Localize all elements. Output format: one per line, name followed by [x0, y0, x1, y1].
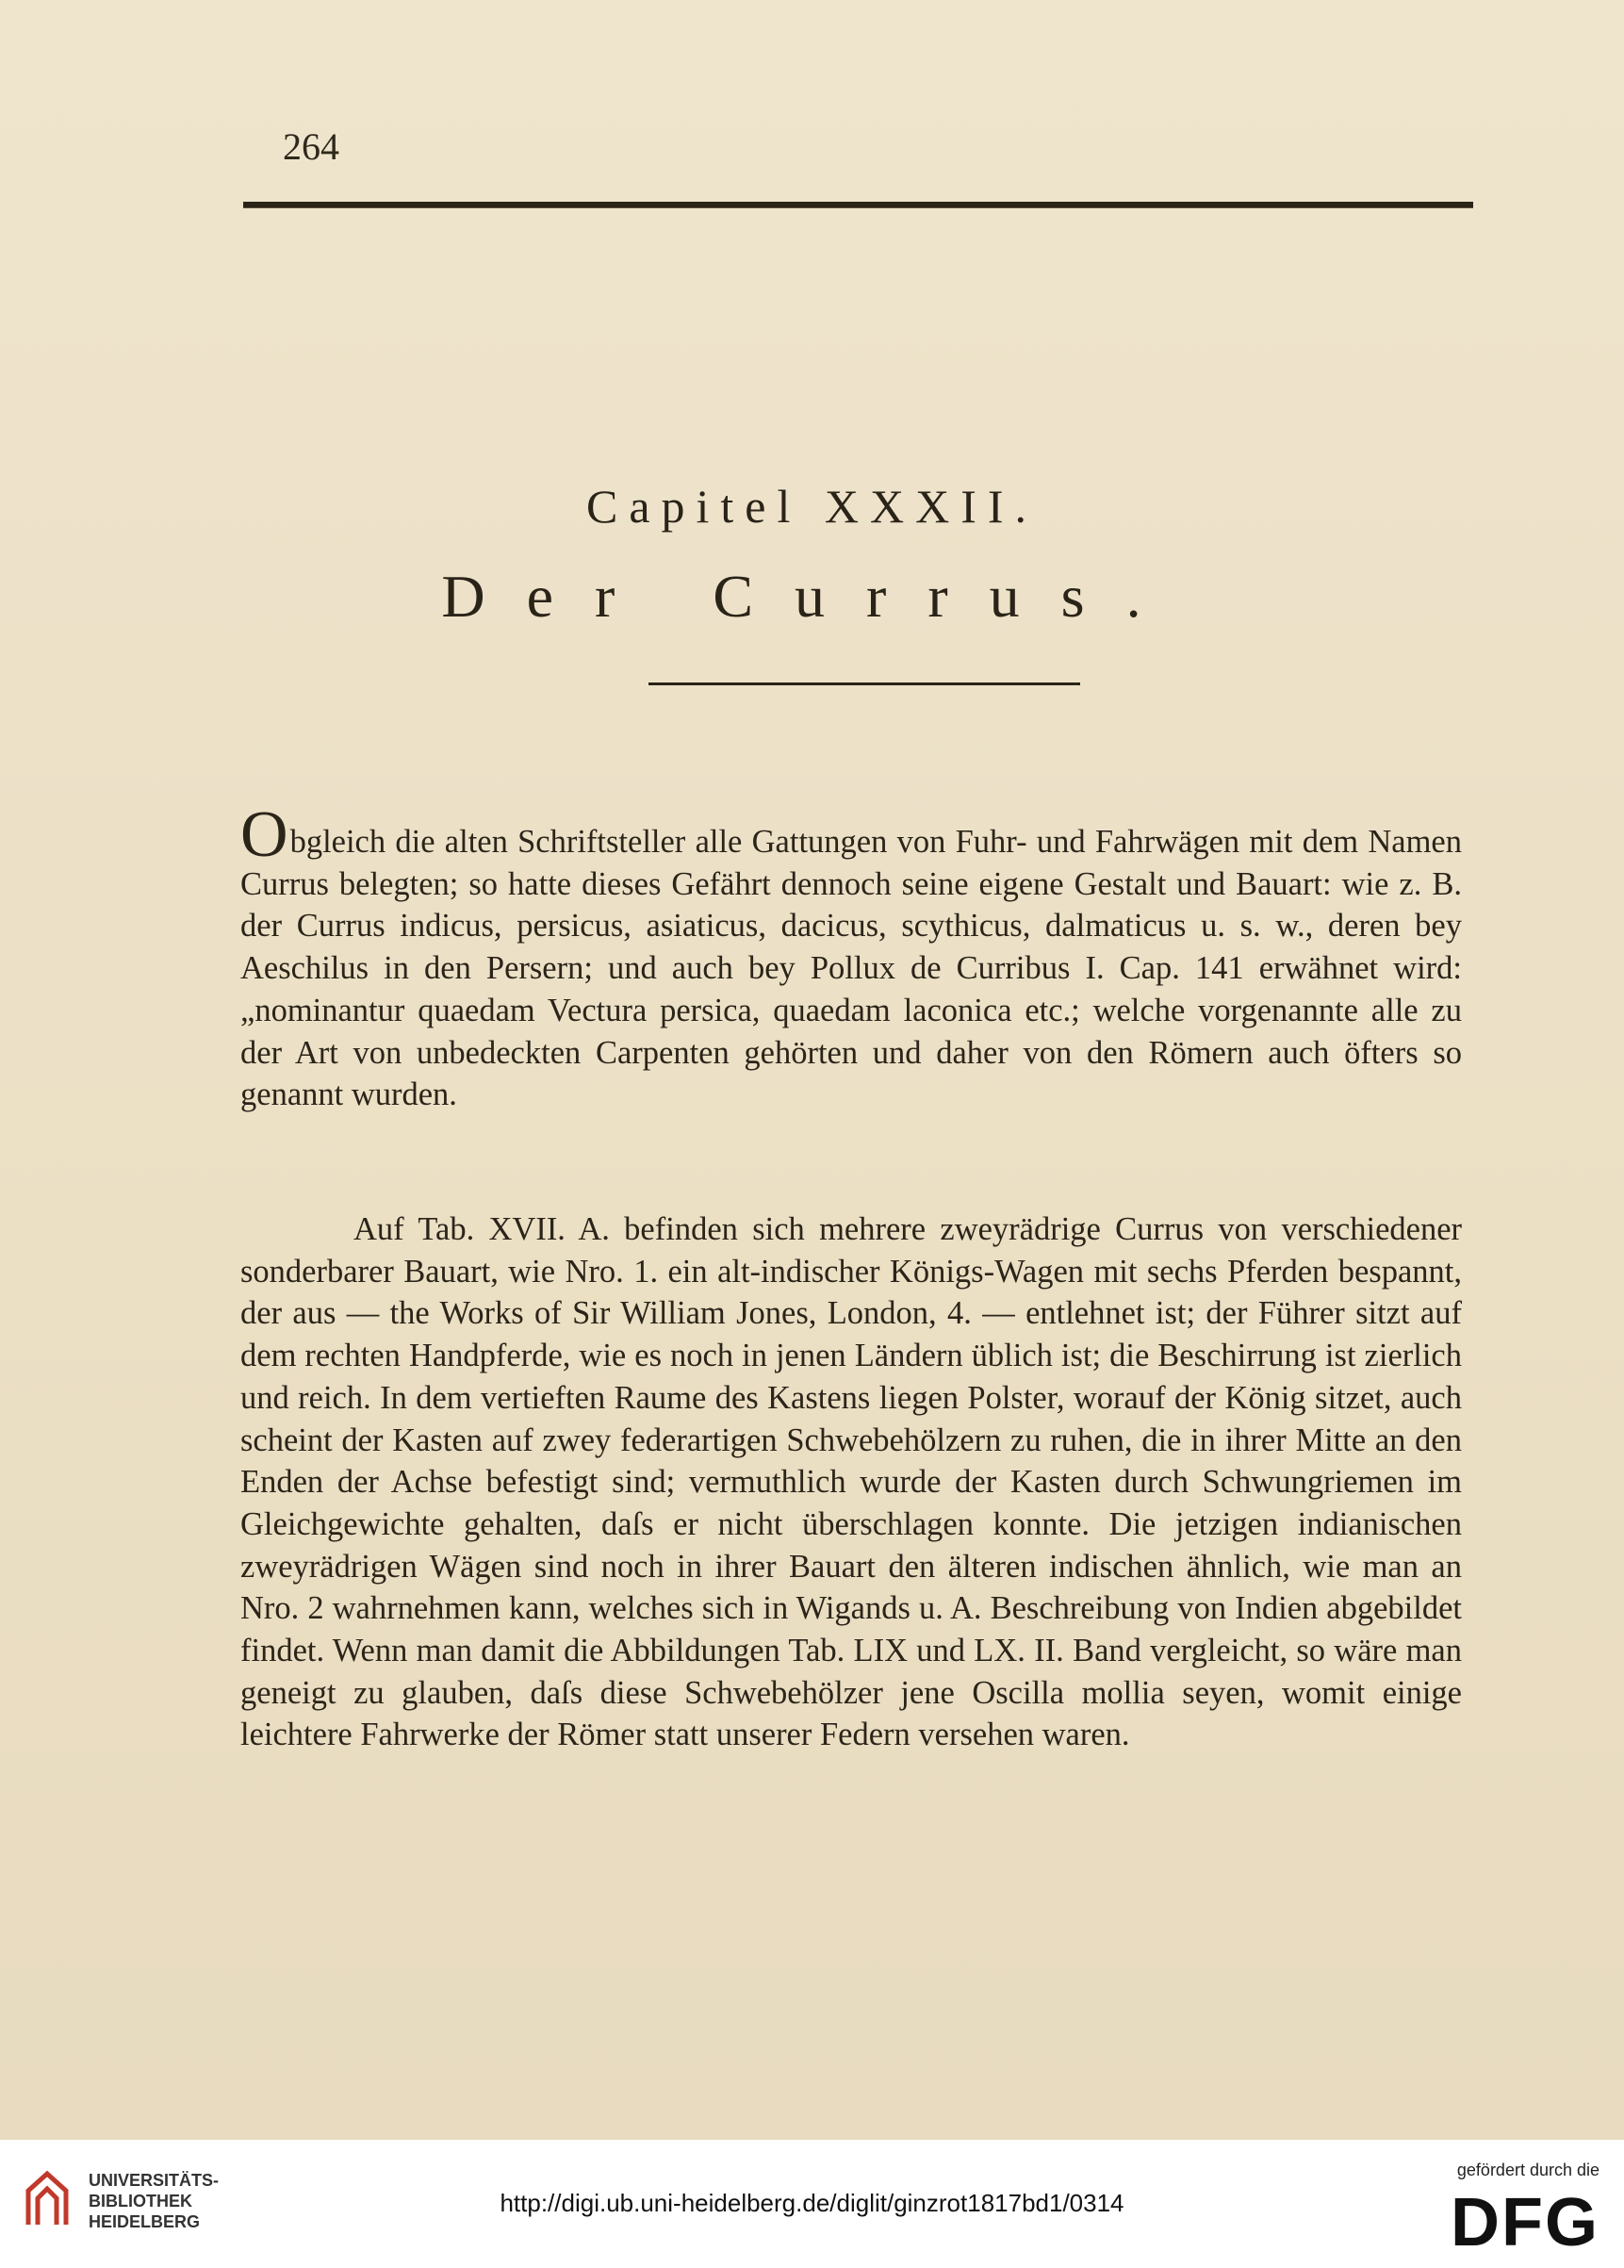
paragraph-2 [240, 1208, 1462, 1756]
library-name-line-2: BIBLIOTHEK [89, 2192, 192, 2210]
paragraph-1 [240, 798, 1462, 1116]
chapter-subtitle: Der Currus. [441, 563, 1183, 630]
page-number: 264 [283, 125, 339, 168]
title-rule [648, 682, 1080, 685]
drop-initial: O [240, 798, 288, 871]
permalink-url[interactable]: http://digi.ub.uni-heidelberg.de/diglit/ginzrot1817bd1/0314 [500, 2189, 1124, 2217]
paragraph-2-text: Auf Tab. XVII. A. befinden sich mehrere zweyrädrige Currus von verschiedener sonderbarer Bauart, wie Nro. 1. ein alt-indischer Königs-Wagen mit sechs Pferden bespannt, der aus — the Works of Sir William Jones, London, 4. — entlehnet ist; der Führer sitzt auf dem rechten Handpferde, wie es noch in jenen Ländern üblich ist; die Beschirrung ist zierlich und reich. In dem vertieften Raume des Kastens liegen Polster, worauf der König sitzet, auch scheint der Kasten auf zwey federartigen Schwebehölzern zu ruhen, die in ihrer Mitte an den Enden der Achse befestigt sind; vermuthlich wurde der Kasten durch Schwungriemen im Gleichgewichte gehalten, daſs er nicht überschlagen konnte. Die jetzigen indianischen zweyrädrigen Wägen sind noch in ihrer Bauart den älteren indischen ähnlich, wie man an Nro. 2 wahrnehmen kann, welches sich in Wigands u. A. Beschreibung von Indien abgebildet findet. Wenn man damit die Abbildungen Tab. LIX und LX. II. Band vergleicht, so wäre man geneigt zu glauben, daſs diese Schwebehölzer jene Oscilla mollia seyen, womit einige leichtere Fahrwerke der Römer statt unserer Federn versehen waren. [240, 1211, 1462, 1753]
header-rule [243, 202, 1473, 208]
viewer-footer [0, 2140, 1624, 2268]
funding-label: gefördert durch die [1456, 2161, 1599, 2179]
chapter-title: Capitel XXXII. [585, 480, 1039, 533]
library-name-line-3: HEIDELBERG [89, 2212, 201, 2231]
library-name-line-1: UNIVERSITÄTS- [89, 2171, 220, 2190]
paragraph-1-text: bgleich die alten Schriftsteller alle Gattungen von Fuhr- und Fahrwägen mit dem Namen Currus belegten; so hatte dieses Gefährt dennoch seine eigene Gestalt und Bauart: wie z. B. der Currus indicus, persicus, asiaticus, dacicus, scythicus, dalmaticus u. s. w., deren bey Aeschilus in den Persern; und auch bey Pollux de Curribus I. Cap. 141 erwähnet wird: „nominantur quaedam Vectura persica, quaedam laconica etc.; welche vorgenannte alle zu der Art von unbedeckten Carpenten gehörten und daher von den Römern auch öfters so genannt wurden. [240, 824, 1462, 1113]
dfg-logo: DFG [1451, 2185, 1599, 2260]
